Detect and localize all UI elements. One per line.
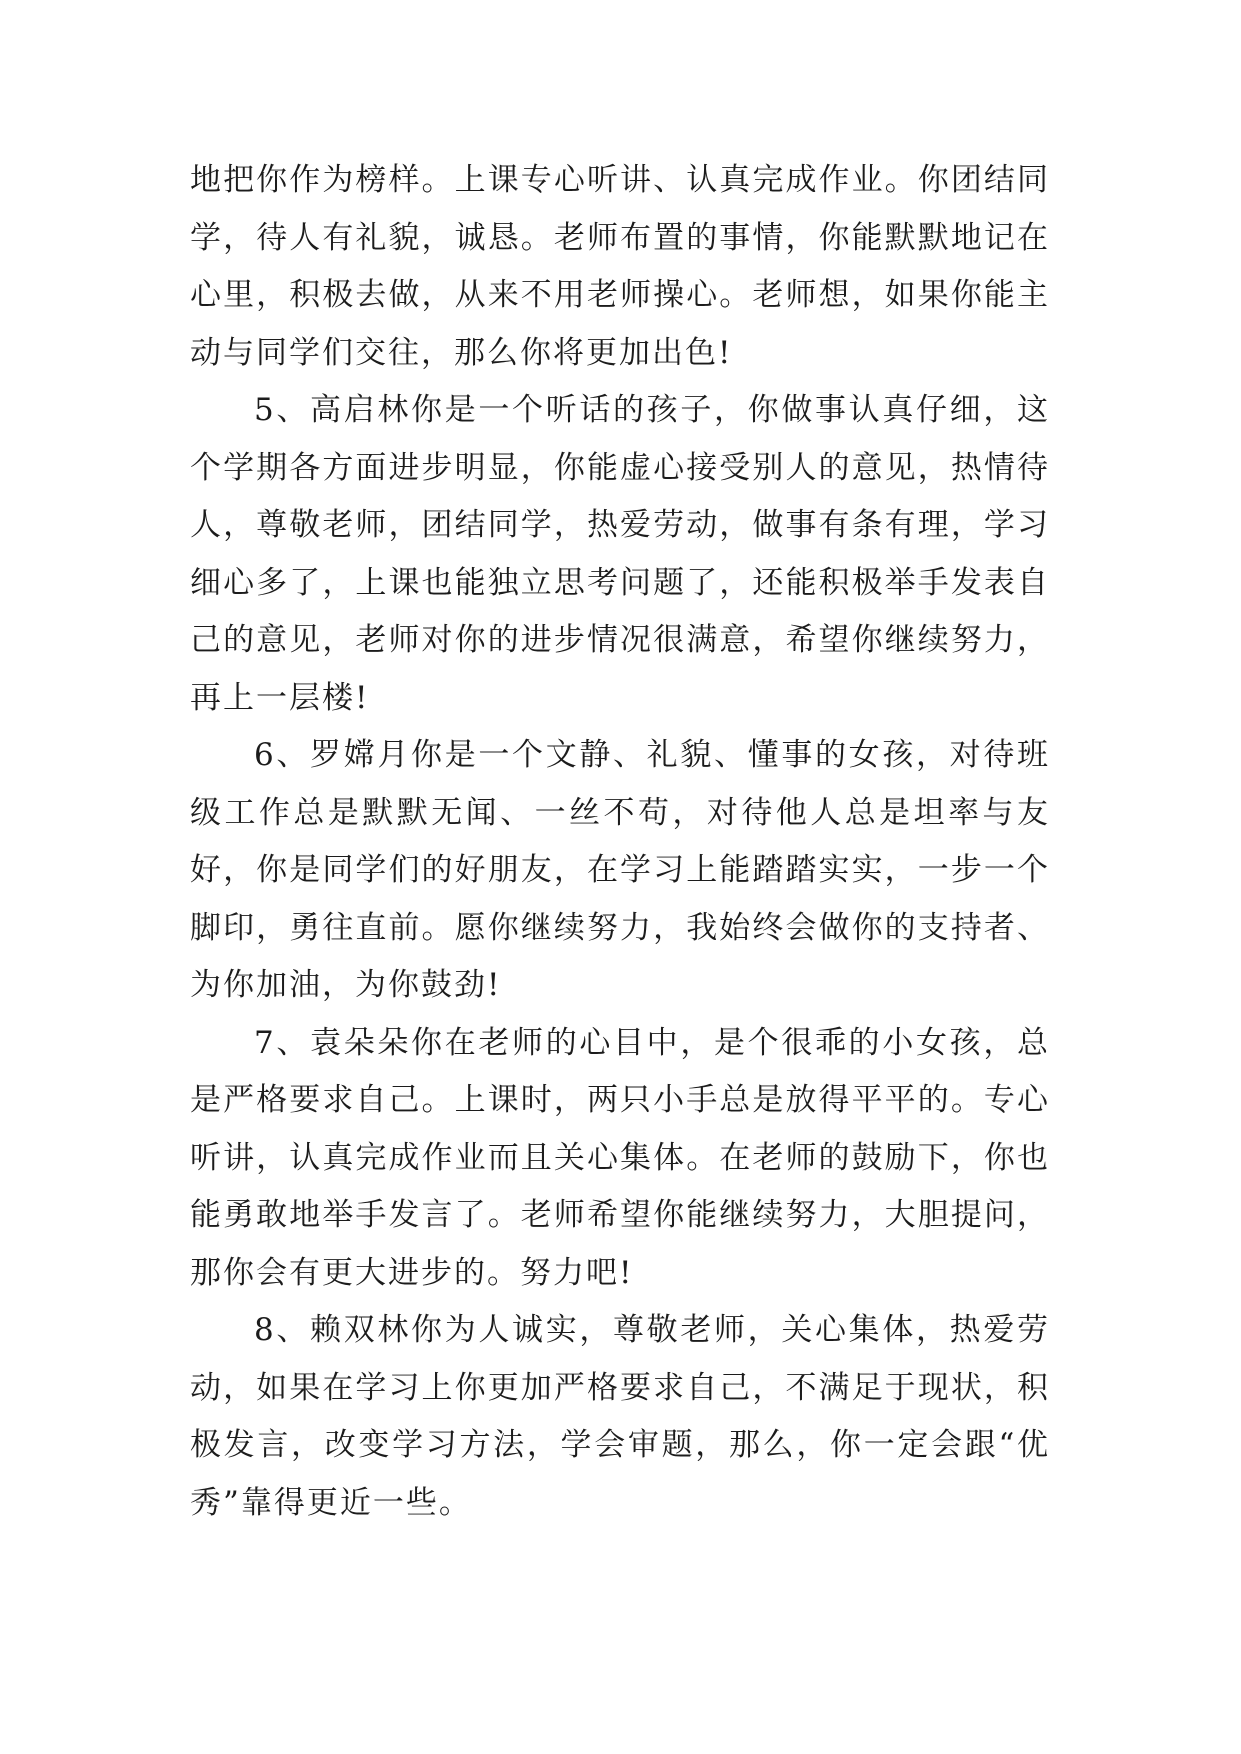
paragraph-comment-7: 7、袁朵朵你在老师的心目中，是个很乖的小女孩，总是严格要求自己。上课时，两只小手总是放得平平的。专心听讲，认真完成作业而且关心集体。在老师的鼓励下，你也能勇敢地举手发言了。老师希望你能继续努力，大胆提问，那你会有更大进步的。努力吧! (190, 1024, 1050, 1291)
paragraph-comment-6: 6、罗嫦月你是一个文静、礼貌、懂事的女孩，对待班级工作总是默默无闻、一丝不苟，对待他人总是坦率与友好，你是同学们的好朋友，在学习上能踏踏实实，一步一个脚印，勇往直前。愿你继续努力，我始终会做你的支持者、为你加油，为你鼓劲! (190, 737, 1050, 1003)
paragraph-comment-8: 8、赖双林你为人诚实，尊敬老师，关心集体，热爱劳动，如果在学习上你更加严格要求自己，不满足于现状，积极发言，改变学习方法，学会审题，那么，你一定会跟“优秀”靠得更近一些。 (190, 1312, 1050, 1521)
paragraph-comment-5: 5、高启林你是一个听话的孩子，你做事认真仔细，这个学期各方面进步明显，你能虚心接受别人的意见，热情待人，尊敬老师，团结同学，热爱劳动，做事有条有理，学习细心多了，上课也能独立思考问题了，还能积极举手发表自己的意见，老师对你的进步情况很满意，希望你继续努力，再上一层楼! (190, 392, 1050, 716)
paragraph-continuation: 地把你作为榜样。上课专心听讲、认真完成作业。你团结同学，待人有礼貌，诚恳。老师布置的事情，你能默默地记在心里，积极去做，从来不用老师操心。老师想，如果你能主动与同学们交往，那么你将更加出色! (190, 162, 1050, 371)
document-body (190, 152, 1050, 1532)
